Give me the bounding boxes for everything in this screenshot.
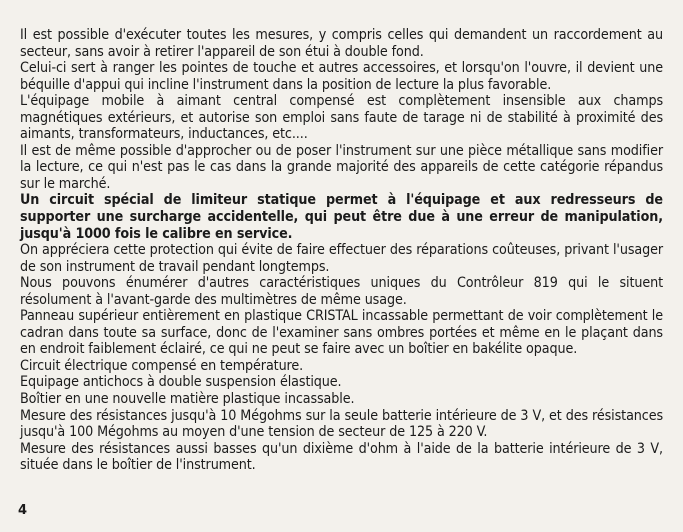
paragraph: Il est possible d'exécuter toutes les mesures, y compris celles qui demandent un raccordement au secteur, sans avoir à retirer l'appareil de son étui à double fond. — [20, 27, 663, 60]
paragraph: Circuit électrique compensé en température. — [20, 357, 304, 374]
page-number: 4 — [18, 503, 28, 518]
paragraph: Boîtier en une nouvelle matière plastique incassable. — [20, 391, 355, 408]
paragraph: Mesure des résistances jusqu'à 10 Mégohms sur la seule batterie intérieure de 3 V, et des résistances jusqu'à 100 Mégohms au moyen d'une tension de secteur de 125 à 220 V. — [20, 407, 663, 441]
paragraph: Celui-ci sert à ranger les pointes de touche et autres accessoires, et lorsqu'on l'ouvre, il devient une béquille d'appui qui incline l'instrument dans la position de lecture la plus favorable. — [20, 60, 663, 93]
paragraph: Nous pouvons énumérer d'autres caractéristiques uniques du Contrôleur 819 qui le situent résolument à l'avant-garde des multimètres de même usage. — [20, 275, 663, 308]
paragraph: Panneau supérieur entièrement en plastique CRISTAL incassable permettant de voir complètement le cadran dans toute sa surface, donc de l'examiner sans ombres portées et même en le plaçant dans en endroit faiblement éclairé, ce qui ne peut se faire avec un boîtier en bakélite opaque. — [20, 308, 663, 358]
paragraph: Mesure des résistances aussi basses qu'un dixième d'ohm à l'aide de la batterie intérieure de 3 V, située dans le boîtier de l'instrument. — [20, 440, 663, 474]
paragraph: Equipage antichocs à double suspension élastique. — [20, 374, 342, 391]
paragraph: Il est de même possible d'approcher ou de poser l'instrument sur une pièce métallique sans modifier la lecture, ce qui n'est pas le cas dans la grande majorité des appareils de cette catégorie répandus sur le marché. — [20, 142, 663, 192]
paragraph: L'équipage mobile à aimant central compensé est complètement insensible aux champs magnétiques extérieurs, et autorise son emploi sans faute de tarage ni de stabilité à proximité des aimants, transformateurs, inductances, etc.... — [20, 93, 663, 143]
paragraph: On appréciera cette protection qui évite de faire effectuer des réparations coûteuses, privant l'usager de son instrument de travail pendant longtemps. — [20, 242, 663, 275]
page-body — [20, 27, 663, 474]
bold-paragraph: Un circuit spécial de limiteur statique permet à l'équipage et aux redresseurs de supporter une surcharge accidentelle, qui peut être due à une erreur de manipulation, jusqu'à 1000 fois le calibre en service. — [20, 192, 663, 242]
